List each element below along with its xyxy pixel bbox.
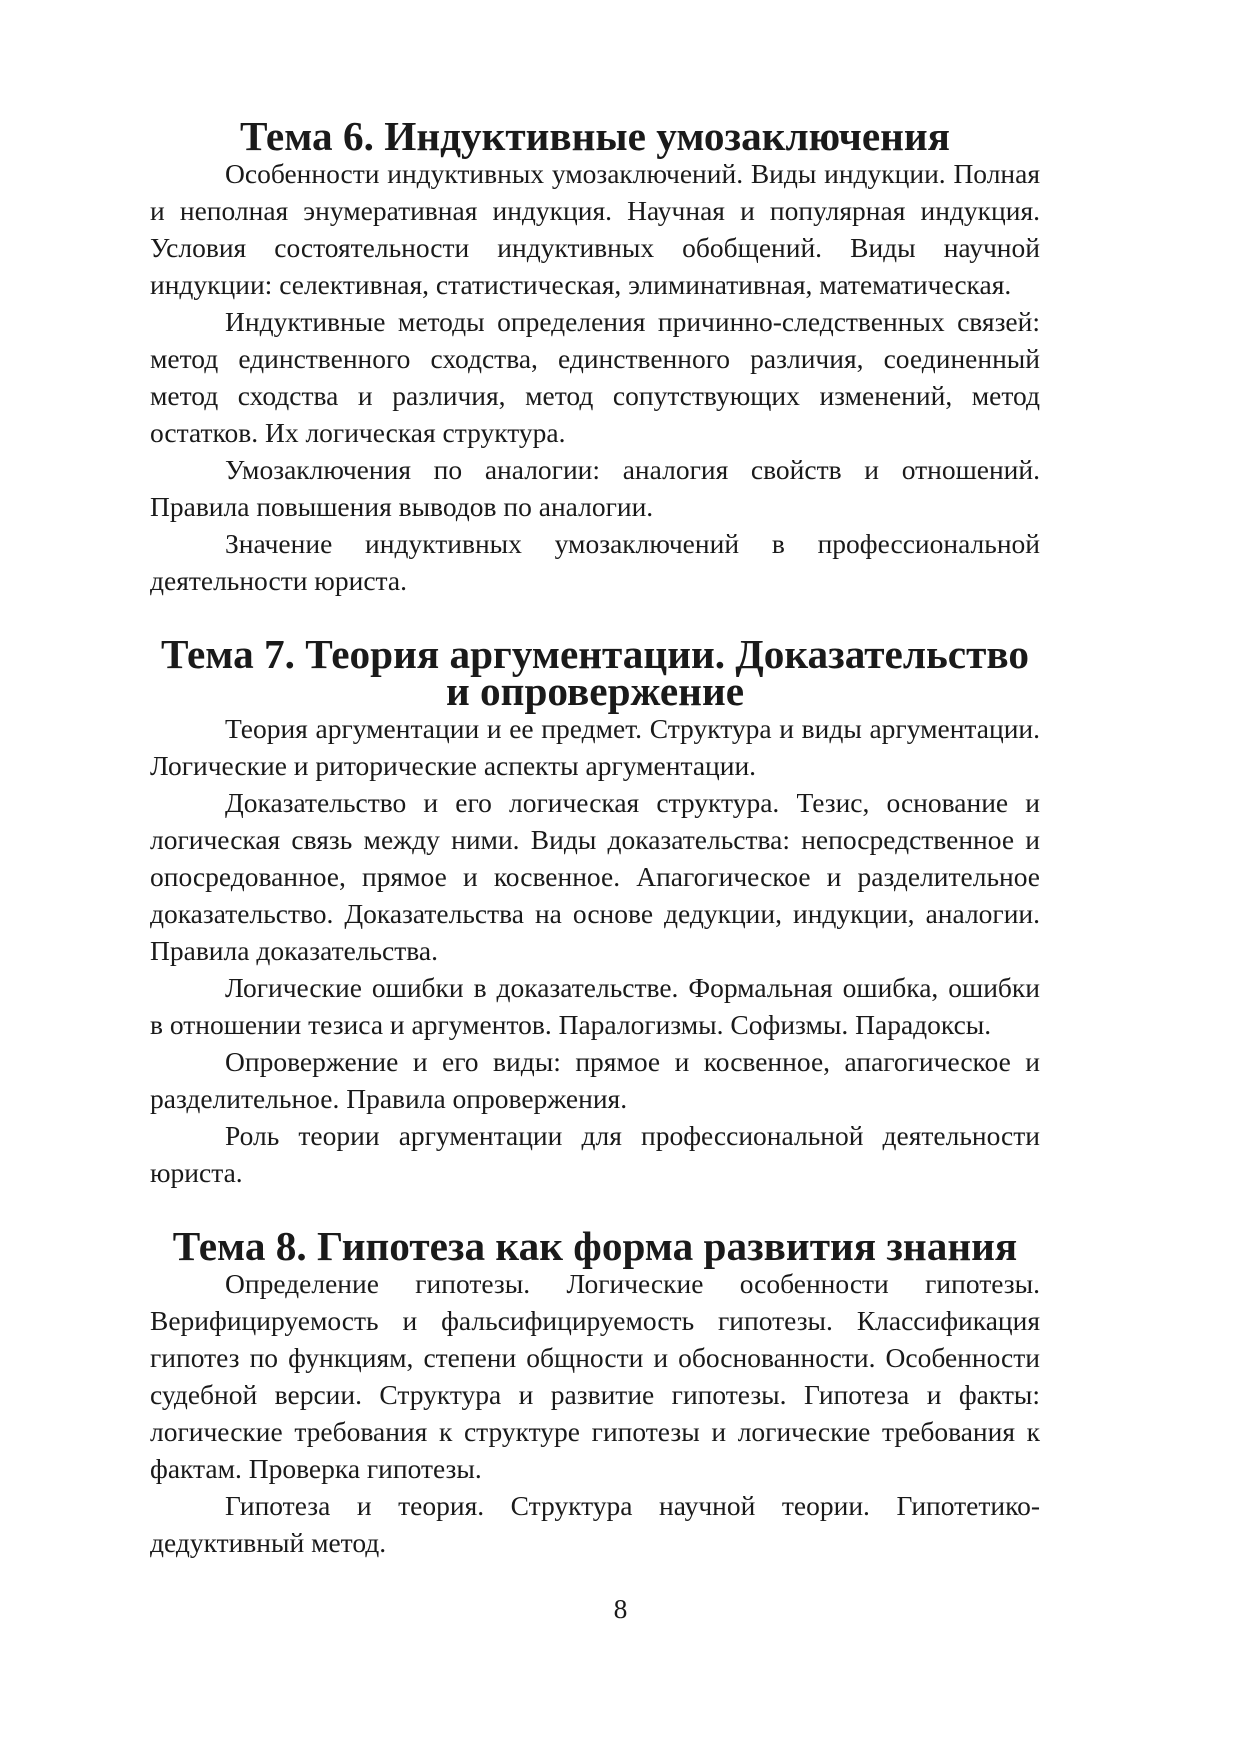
paragraph: Гипотеза и теория. Структура научной теории. Гипотетико-дедуктивный метод.	[150, 1490, 1040, 1558]
paragraph: Значение индуктивных умозаключений в профессиональной деятельности юриста.	[150, 528, 1040, 596]
paragraph: Доказательство и его логическая структура. Тезис, основание и логическая связь между ними. Виды доказательства: непосредственное и опосредованное, прямое и косвенное. Апагогическое и разделительное доказательство. Доказательства на основе дедукции, индукции, аналогии. Правила доказательства.	[150, 787, 1040, 966]
paragraph: Индуктивные методы определения причинно-следственных связей: метод единственного сходства, единственного различия, соединенный метод сходства и различия, метод сопутствующих изменений, метод остатков. Их логическая структура.	[150, 306, 1040, 448]
section-title-topic-6: Тема 6. Индуктивные умозаключения	[239, 113, 950, 159]
section-title-topic-7: Тема 7. Теория аргументации. Доказательство и опровержение	[161, 631, 1029, 714]
page-number: 8	[613, 1593, 628, 1624]
paragraph: Умозаключения по аналогии: аналогия свойств и отношений. Правила повышения выводов по аналогии.	[150, 454, 1040, 522]
paragraph: Теория аргументации и ее предмет. Структура и виды аргументации. Логические и риторические аспекты аргументации.	[150, 713, 1040, 781]
paragraph: Опровержение и его виды: прямое и косвенное, апагогическое и разделительное. Правила опровержения.	[150, 1046, 1040, 1114]
paragraph: Роль теории аргументации для профессиональной деятельности юриста.	[150, 1120, 1040, 1188]
paragraph: Особенности индуктивных умозаключений. Виды индукции. Полная и неполная энумеративная индукция. Научная и популярная индукция. Условия состоятельности индуктивных обобщений. Виды научной индукции: селективная, статистическая, элиминативная, математическая.	[150, 158, 1040, 300]
page-content	[150, 113, 1040, 1561]
section-title-topic-8: Тема 8. Гипотеза как форма развития знания	[172, 1223, 1018, 1269]
paragraph: Определение гипотезы. Логические особенности гипотезы. Верифицируемость и фальсифицируемость гипотезы. Классификация гипотез по функциям, степени общности и обоснованности. Особенности судебной версии. Структура и развитие гипотезы. Гипотеза и факты: логические требования к структуре гипотезы и логические требования к фактам. Проверка гипотезы.	[150, 1268, 1040, 1484]
paragraph: Логические ошибки в доказательстве. Формальная ошибка, ошибки в отношении тезиса и аргументов. Паралогизмы. Софизмы. Парадоксы.	[150, 972, 1040, 1040]
